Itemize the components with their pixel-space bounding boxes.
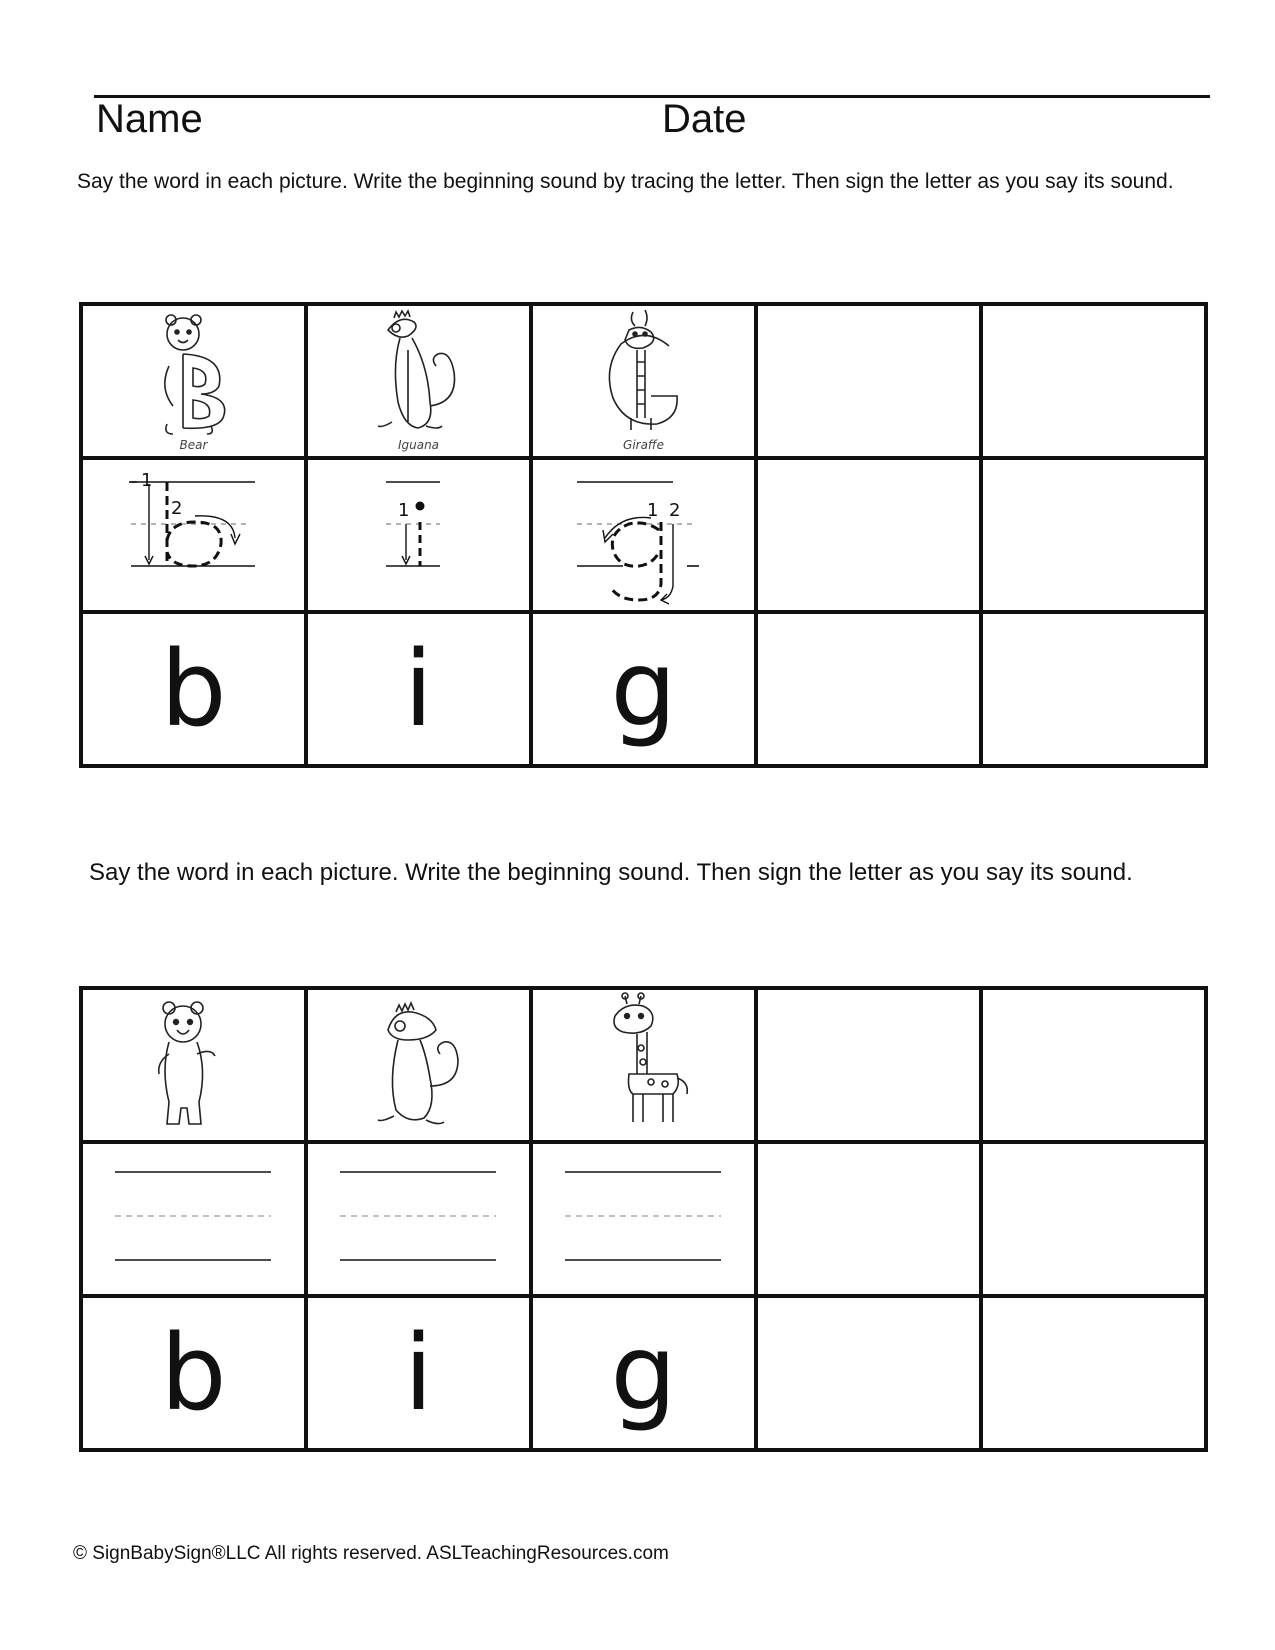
empty-cell [981,612,1206,766]
letter-cell-g [531,1296,756,1450]
picture-cell-iguana [306,304,531,458]
bear-caption: Bear [179,438,208,452]
picture-row [81,304,1206,458]
writing-cell-2[interactable] [306,1142,531,1296]
letter-g: g [610,628,677,750]
trace-cell-i[interactable] [306,458,531,612]
letter-cell-g [531,612,756,766]
handwriting-lines [83,1144,304,1294]
letter-b: b [160,1312,227,1434]
writing-cell-1[interactable] [81,1142,306,1296]
letter-cell-b [81,612,306,766]
date-label: Date [662,97,747,141]
letter-g: g [610,1312,677,1434]
iguana-illustration [308,990,529,1140]
picture-cell-giraffe [531,304,756,458]
writing-cell-3[interactable] [531,1142,756,1296]
empty-cell [981,304,1206,458]
empty-cell [756,1142,981,1296]
empty-cell [756,304,981,458]
letter-cell-i [306,612,531,766]
writing-worksheet-grid [79,986,1208,1452]
empty-cell [756,458,981,612]
copyright-footer: © SignBabySign®LLC All rights reserved. ASLTeachingResources.com [73,1543,669,1564]
letter-b: b [160,628,227,750]
stroke-number: 1 [141,470,153,491]
picture-cell-iguana [306,988,531,1142]
bear-letter-b-illustration [83,306,304,456]
handwriting-lines [533,1144,754,1294]
picture-cell-giraffe [531,988,756,1142]
giraffe-illustration [533,990,754,1140]
header-rule [94,95,1210,98]
empty-cell [981,458,1206,612]
trace-cell-g[interactable] [531,458,756,612]
tracing-worksheet-grid [79,302,1208,768]
stroke-number: 2 [669,500,681,521]
trace-b-guide [83,460,304,610]
section1-instruction: Say the word in each picture. Write the beginning sound by tracing the letter. Then sign the letter as you say its sound. [77,170,1174,193]
handwriting-lines [308,1144,529,1294]
trace-cell-b[interactable] [81,458,306,612]
giraffe-caption: Giraffe [623,438,664,452]
empty-cell [756,988,981,1142]
stroke-number: 2 [171,498,183,519]
giraffe-letter-g-illustration [533,306,754,456]
picture-cell-bear [81,988,306,1142]
iguana-letter-i-illustration [308,306,529,456]
empty-cell [981,1296,1206,1450]
letter-row [81,612,1206,766]
empty-cell [756,1296,981,1450]
trace-i-guide [308,460,529,610]
stroke-number: 1 [398,500,410,521]
stroke-number: 1 [647,500,659,521]
letter-i: i [404,1312,433,1434]
letter-row [81,1296,1206,1450]
bear-illustration [83,990,304,1140]
section2-instruction: Say the word in each picture. Write the beginning sound. Then sign the letter as you say its sound. [89,859,1133,886]
letter-cell-b [81,1296,306,1450]
tracing-row [81,458,1206,612]
letter-cell-i [306,1296,531,1450]
empty-cell [981,988,1206,1142]
picture-cell-bear [81,304,306,458]
empty-cell [756,612,981,766]
writing-row [81,1142,1206,1296]
name-label: Name [96,97,203,141]
empty-cell [981,1142,1206,1296]
trace-g-guide [533,460,754,610]
letter-i: i [404,628,433,750]
picture-row [81,988,1206,1142]
iguana-caption: Iguana [397,438,440,452]
